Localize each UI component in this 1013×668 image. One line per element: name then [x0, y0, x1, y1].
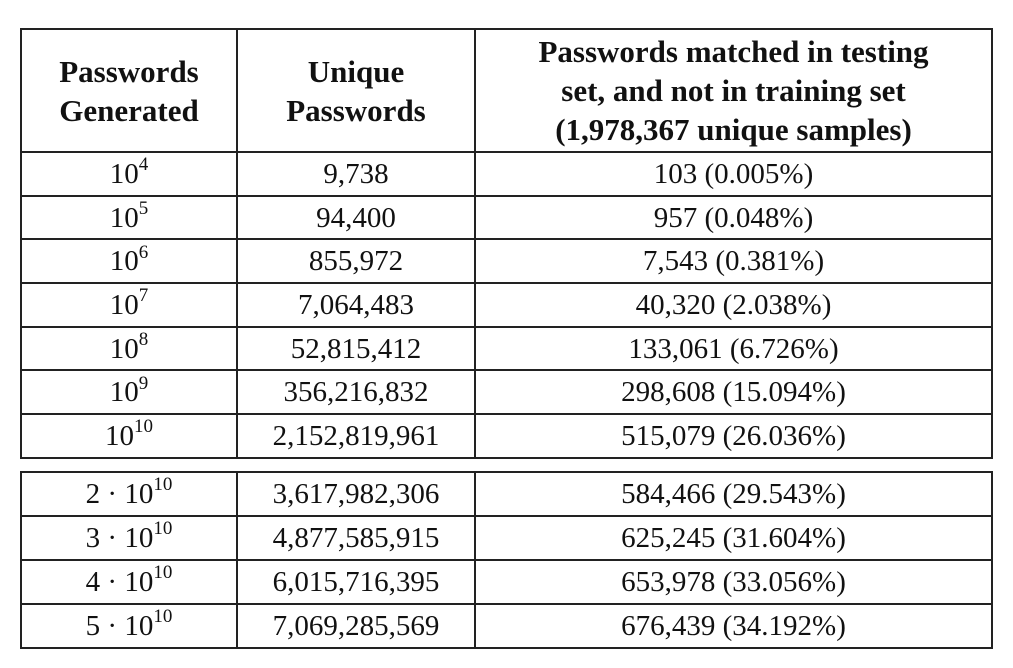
coefficient: 2 · — [85, 478, 125, 510]
cell-unique-passwords: 2,152,819,961 — [237, 414, 475, 458]
cell-passwords-generated — [21, 283, 237, 327]
table-row — [21, 239, 992, 283]
header-unique-passwords — [237, 29, 475, 152]
table-row — [21, 152, 992, 196]
table-row — [21, 604, 992, 648]
exponent: 7 — [138, 285, 149, 307]
cell-unique-passwords: 52,815,412 — [237, 327, 475, 371]
header-text: set, and not in training set — [561, 73, 906, 108]
header-row — [21, 29, 992, 152]
exponent: 10 — [153, 518, 173, 540]
base: 10 — [109, 288, 139, 321]
coefficient: 3 · — [85, 522, 125, 554]
header-text: Unique — [307, 53, 405, 89]
table-row — [21, 283, 992, 327]
exponent: 8 — [138, 328, 149, 350]
exponent: 10 — [134, 416, 153, 438]
exponent: 10 — [153, 562, 173, 584]
cell-passwords-generated — [21, 152, 237, 196]
cell-passwords-generated — [21, 239, 237, 283]
base: 10 — [124, 478, 154, 510]
table-row — [21, 327, 992, 371]
header-passwords-generated — [21, 29, 237, 152]
table-row — [21, 560, 992, 604]
cell-passwords-matched: 103 (0.005%) — [475, 152, 992, 196]
cell-passwords-generated — [21, 516, 237, 560]
cell-passwords-matched: 40,320 (2.038%) — [475, 283, 992, 327]
cell-passwords-matched: 7,543 (0.381%) — [475, 239, 992, 283]
results-table-top — [20, 28, 993, 459]
cell-passwords-generated — [21, 560, 237, 604]
base: 10 — [124, 610, 154, 642]
base: 10 — [105, 419, 134, 452]
cell-unique-passwords: 356,216,832 — [237, 370, 475, 414]
cell-passwords-matched: 298,608 (15.094%) — [475, 370, 992, 414]
cell-unique-passwords: 3,617,982,306 — [237, 472, 475, 516]
cell-passwords-matched: 584,466 (29.543%) — [475, 472, 992, 516]
table-row — [21, 370, 992, 414]
base: 10 — [109, 332, 139, 365]
base: 10 — [109, 201, 139, 234]
cell-passwords-generated — [21, 196, 237, 240]
exponent: 5 — [138, 197, 149, 219]
cell-passwords-matched: 133,061 (6.726%) — [475, 327, 992, 371]
table-row — [21, 196, 992, 240]
cell-passwords-matched: 625,245 (31.604%) — [475, 516, 992, 560]
table-row — [21, 516, 992, 560]
table-row — [21, 472, 992, 516]
cell-passwords-generated — [21, 327, 237, 371]
cell-passwords-matched: 653,978 (33.056%) — [475, 560, 992, 604]
cell-unique-passwords: 4,877,585,915 — [237, 516, 475, 560]
cell-unique-passwords: 7,064,483 — [237, 283, 475, 327]
exponent: 4 — [138, 154, 149, 176]
results-table-bottom — [20, 471, 993, 649]
header-passwords-matched — [475, 29, 992, 152]
header-text: Passwords — [286, 92, 426, 128]
exponent: 6 — [138, 241, 149, 263]
exponent: 10 — [153, 606, 173, 628]
base: 10 — [109, 157, 139, 190]
cell-passwords-matched: 515,079 (26.036%) — [475, 414, 992, 458]
base: 10 — [109, 245, 139, 278]
base: 10 — [109, 376, 139, 409]
base: 10 — [124, 566, 154, 598]
cell-unique-passwords: 6,015,716,395 — [237, 560, 475, 604]
header-text: Passwords — [59, 53, 199, 89]
base: 10 — [124, 522, 154, 554]
coefficient: 5 · — [85, 610, 125, 642]
cell-passwords-matched: 676,439 (34.192%) — [475, 604, 992, 648]
cell-passwords-generated — [21, 604, 237, 648]
cell-passwords-generated — [21, 472, 237, 516]
exponent: 9 — [138, 372, 149, 394]
header-text: Passwords matched in testing — [538, 34, 929, 69]
cell-passwords-matched: 957 (0.048%) — [475, 196, 992, 240]
cell-unique-passwords: 94,400 — [237, 196, 475, 240]
header-text: Generated — [59, 92, 199, 128]
table-row — [21, 414, 992, 458]
cell-passwords-generated — [21, 370, 237, 414]
cell-unique-passwords: 7,069,285,569 — [237, 604, 475, 648]
exponent: 10 — [153, 474, 173, 496]
header-text: (1,978,367 unique samples) — [555, 112, 912, 147]
coefficient: 4 · — [85, 566, 125, 598]
cell-unique-passwords: 855,972 — [237, 239, 475, 283]
cell-unique-passwords: 9,738 — [237, 152, 475, 196]
cell-passwords-generated — [21, 414, 237, 458]
